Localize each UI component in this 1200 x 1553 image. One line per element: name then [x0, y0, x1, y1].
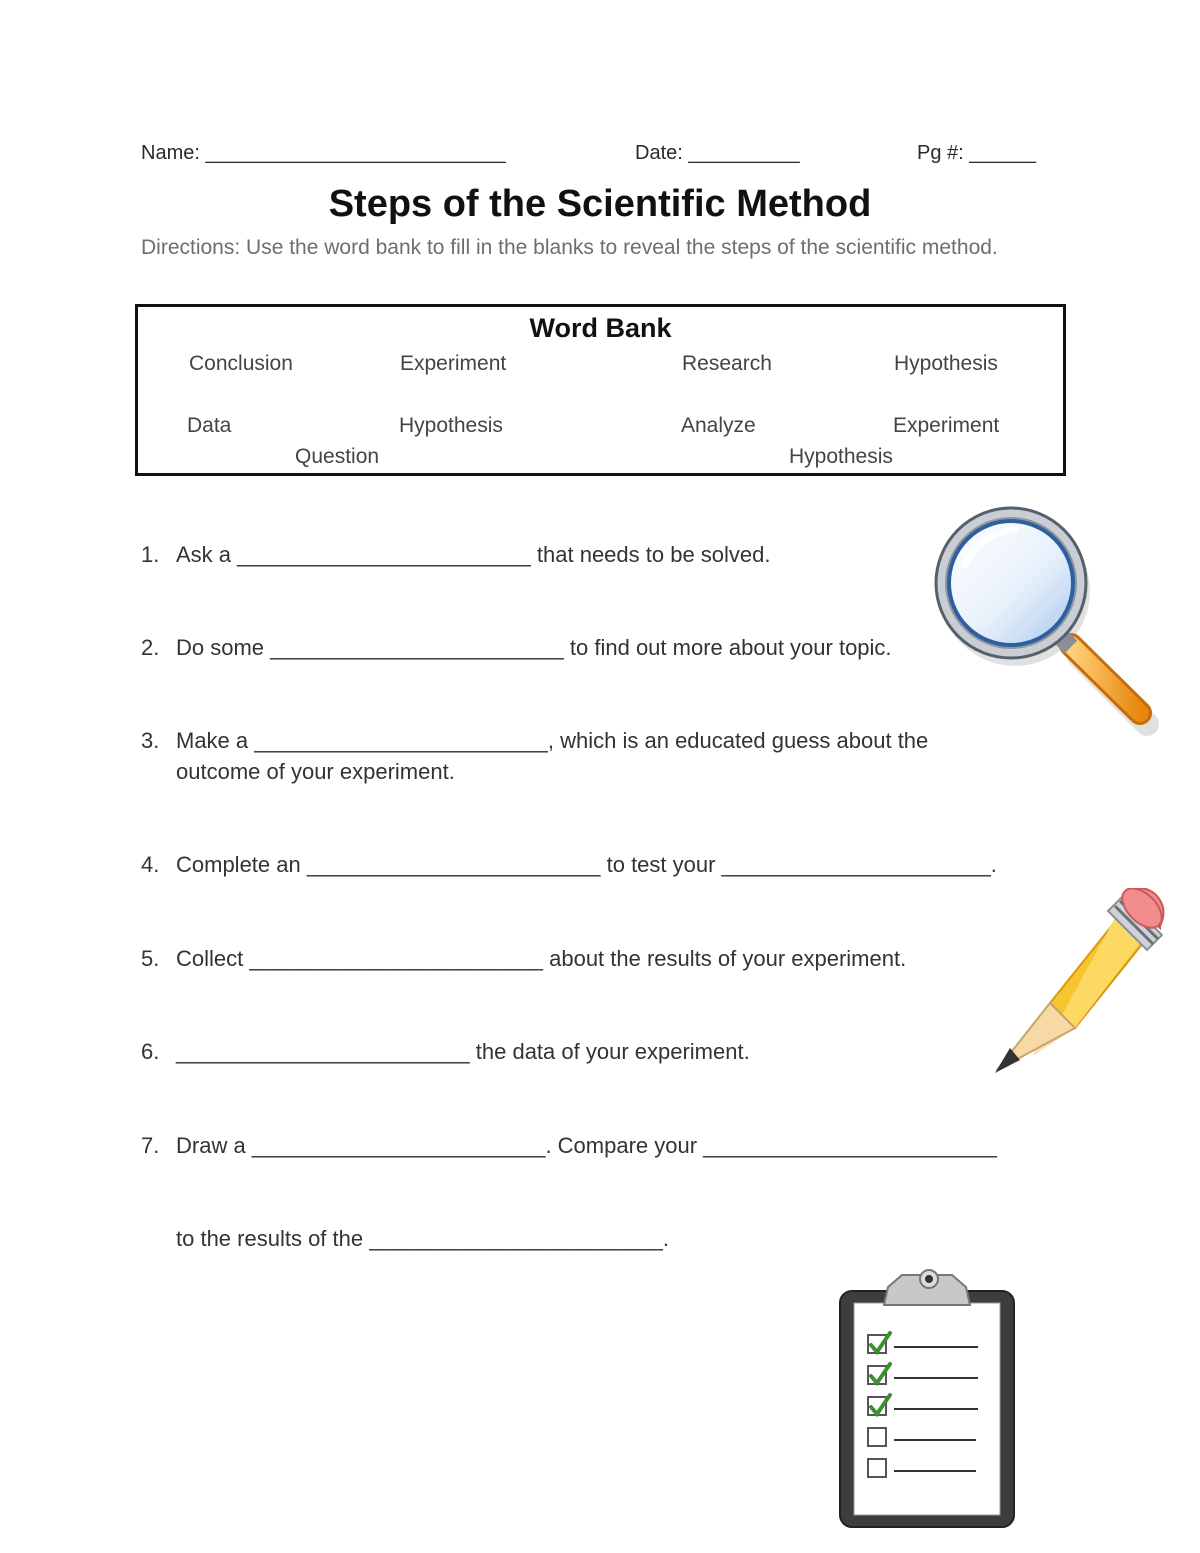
question-text[interactable]: ________________________ the data of your experiment. [176, 1039, 750, 1064]
question-text-continued: outcome of your experiment. [176, 759, 455, 784]
word-bank-item: Data [187, 414, 232, 437]
question-number: 1. [141, 542, 160, 567]
word-bank-item: Hypothesis [399, 414, 503, 437]
question-text[interactable]: Complete an ________________________ to test your ______________________. [176, 852, 997, 877]
word-bank-item: Hypothesis [789, 445, 893, 468]
clipboard-icon [836, 1265, 1018, 1530]
word-bank-item: Experiment [400, 352, 507, 375]
question-number: 7. [141, 1133, 160, 1158]
question-text[interactable]: Ask a ________________________ that needs to be solved. [176, 542, 771, 567]
date-field[interactable]: Date: __________ [635, 142, 800, 164]
page-number-field[interactable]: Pg #: ______ [917, 142, 1036, 164]
magnifying-glass-icon [925, 505, 1160, 740]
word-bank-item: Hypothesis [894, 352, 998, 375]
name-field[interactable]: Name: ___________________________ [141, 142, 506, 164]
question-number: 3. [141, 728, 160, 753]
page-title: Steps of the Scientific Method [328, 183, 872, 225]
question-number: 5. [141, 946, 160, 971]
question-number: 2. [141, 635, 160, 660]
word-bank-title: Word Bank [529, 313, 672, 343]
question-text[interactable]: Collect ________________________ about the results of your experiment. [176, 946, 907, 971]
word-bank-item: Question [295, 445, 380, 468]
word-bank-item: Analyze [681, 414, 756, 437]
word-bank-item: Research [682, 352, 772, 375]
question-text[interactable]: Do some ________________________ to find out more about your topic. [176, 635, 892, 660]
question-text[interactable]: Make a ________________________, which is an educated guess about the [176, 728, 929, 753]
question-text-continued[interactable]: to the results of the ________________________. [176, 1226, 669, 1251]
directions-text: Directions: Use the word bank to fill in the blanks to reveal the steps of the scientific method. [141, 236, 998, 259]
word-bank [135, 304, 1066, 476]
word-bank-item: Experiment [893, 414, 1000, 437]
word-bank-item: Conclusion [189, 352, 293, 375]
pencil-icon [955, 888, 1165, 1096]
question-number: 6. [141, 1039, 160, 1064]
question-number: 4. [141, 852, 160, 877]
question-text[interactable]: Draw a ________________________. Compare your ________________________ [176, 1133, 997, 1158]
